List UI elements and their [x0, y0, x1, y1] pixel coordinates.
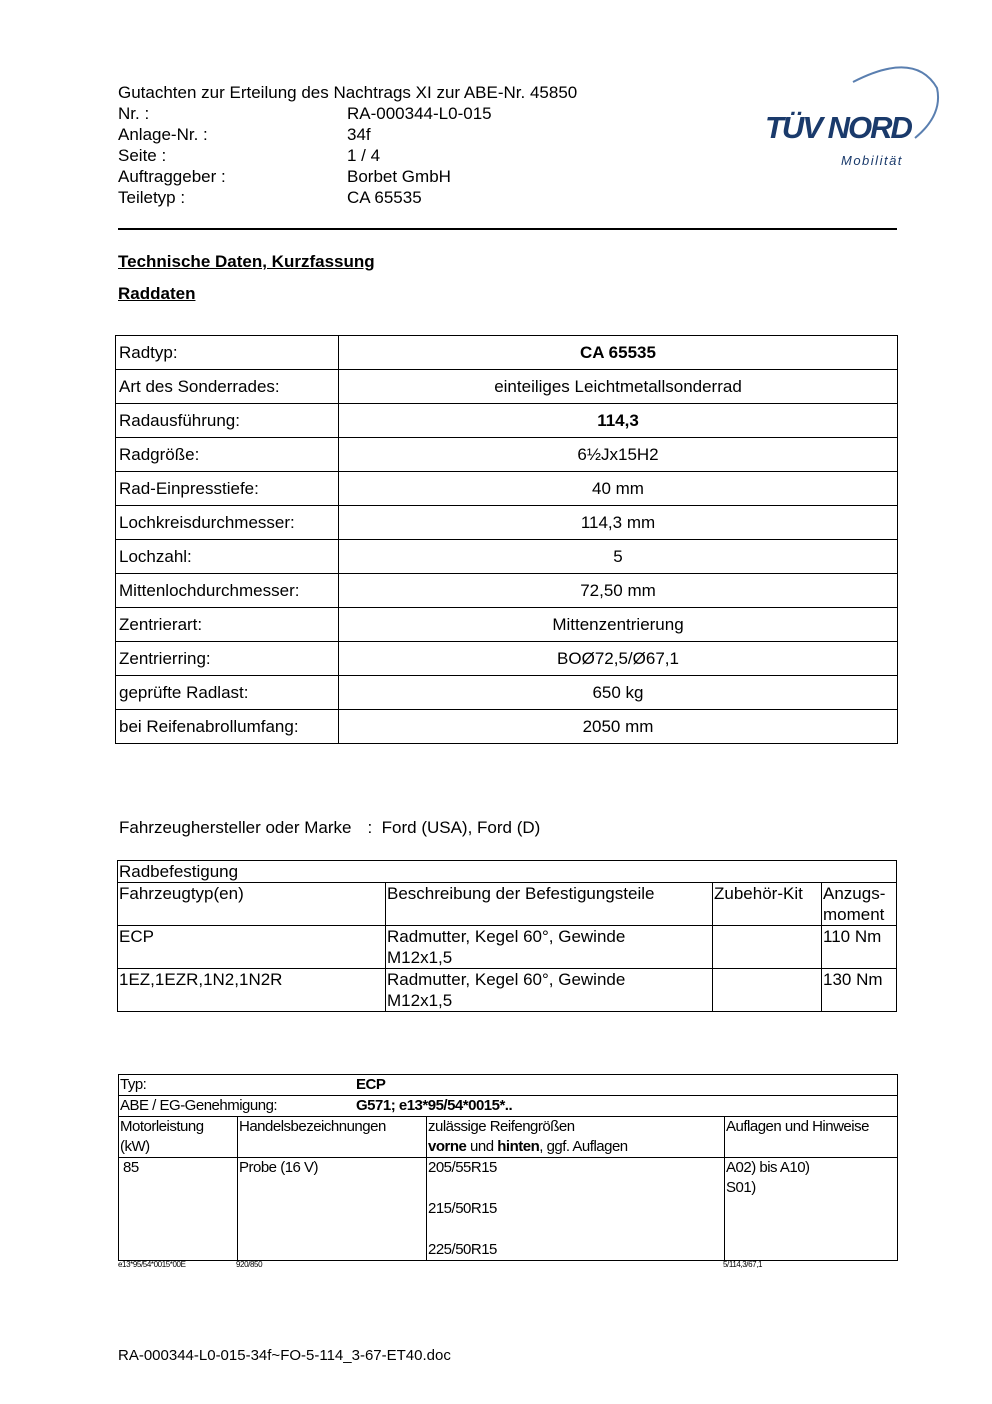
header-row-teiletyp: Teiletyp : CA 65535: [118, 188, 422, 207]
table-header-row: Motorleistung (kW) Handelsbezeichnungen zulässige Reifengrößen vorne und hinten, ggf. Auflagen Auflagen und Hinweise: [119, 1117, 898, 1158]
logo-brand-text: TÜV NORD: [765, 110, 911, 145]
table-row: Rad-Einpresstiefe: 40 mm: [116, 472, 898, 506]
header-row-anlage: Anlage-Nr. : 34f: [118, 125, 371, 144]
wheel-data-table: [115, 335, 898, 744]
table-row: Zentrierart: Mittenzentrierung: [116, 608, 898, 642]
table-row: 85 Probe (16 V) 205/55R15 215/50R15 225/50R15 A02) bis A10) S01): [119, 1158, 898, 1261]
vehicle-type-table: [118, 1074, 898, 1261]
report-title: Gutachten zur Erteilung des Nachtrags XI zur ABE-Nr. 45850: [118, 83, 578, 102]
table-row: Lochkreisdurchmesser: 114,3 mm: [116, 506, 898, 540]
table-row: Zentrierring: BOØ72,5/Ø67,1: [116, 642, 898, 676]
approval-code: e13*95/54*0015*00E: [118, 1260, 186, 1269]
table-row: ABE / EG-Genehmigung: G571; e13*95/54*0015*..: [119, 1096, 898, 1117]
document-header: [118, 82, 577, 208]
tuv-nord-logo: [765, 60, 940, 170]
bolt-pattern-code: 5/114,3/67,1: [723, 1260, 763, 1269]
table-row: 1EZ,1EZR,1N2,1N2R Radmutter, Kegel 60°, Gewinde M12x1,5 130 Nm: [118, 969, 897, 1012]
table-row: Lochzahl: 5: [116, 540, 898, 574]
section-title-wheel: Raddaten: [118, 284, 196, 303]
table-row: Radtyp: CA 65535: [116, 336, 898, 370]
header-divider: [118, 228, 897, 230]
wheel-fixing-table: [117, 860, 897, 1012]
table-row: Radgröße: 6½Jx15H2: [116, 438, 898, 472]
table-header-row: Fahrzeugtyp(en) Beschreibung der Befestigungsteile Zubehör-Kit Anzugs- moment: [118, 883, 897, 926]
header-row-seite: Seite : 1 / 4: [118, 146, 381, 165]
load-code: 920/850: [236, 1260, 263, 1269]
document-filename: RA-000344-L0-015-34f~FO-5-114_3-67-ET40.doc: [118, 1347, 451, 1364]
header-row-nr: Nr. : RA-000344-L0-015: [118, 104, 492, 123]
header-row-auftraggeber: Auftraggeber : Borbet GmbH: [118, 167, 451, 186]
table-row: geprüfte Radlast: 650 kg: [116, 676, 898, 710]
table-row: ECP Radmutter, Kegel 60°, Gewinde M12x1,5 110 Nm: [118, 926, 897, 969]
table-row: Mittenlochdurchmesser: 72,50 mm: [116, 574, 898, 608]
table-row: Art des Sonderrades: einteiliges Leichtmetallsonderrad: [116, 370, 898, 404]
table-row: Radausführung: 114,3: [116, 404, 898, 438]
logo-arc-icon: [765, 60, 940, 170]
manufacturer-line: Fahrzeughersteller oder Marke : Ford (USA), Ford (D): [119, 818, 541, 837]
table-row: bei Reifenabrollumfang: 2050 mm: [116, 710, 898, 744]
logo-sub-text: Mobilität: [841, 153, 903, 168]
table-row: Radbefestigung: [118, 861, 897, 883]
section-title-tech: Technische Daten, Kurzfassung: [118, 252, 375, 271]
table-row: Typ: ECP: [119, 1075, 898, 1096]
